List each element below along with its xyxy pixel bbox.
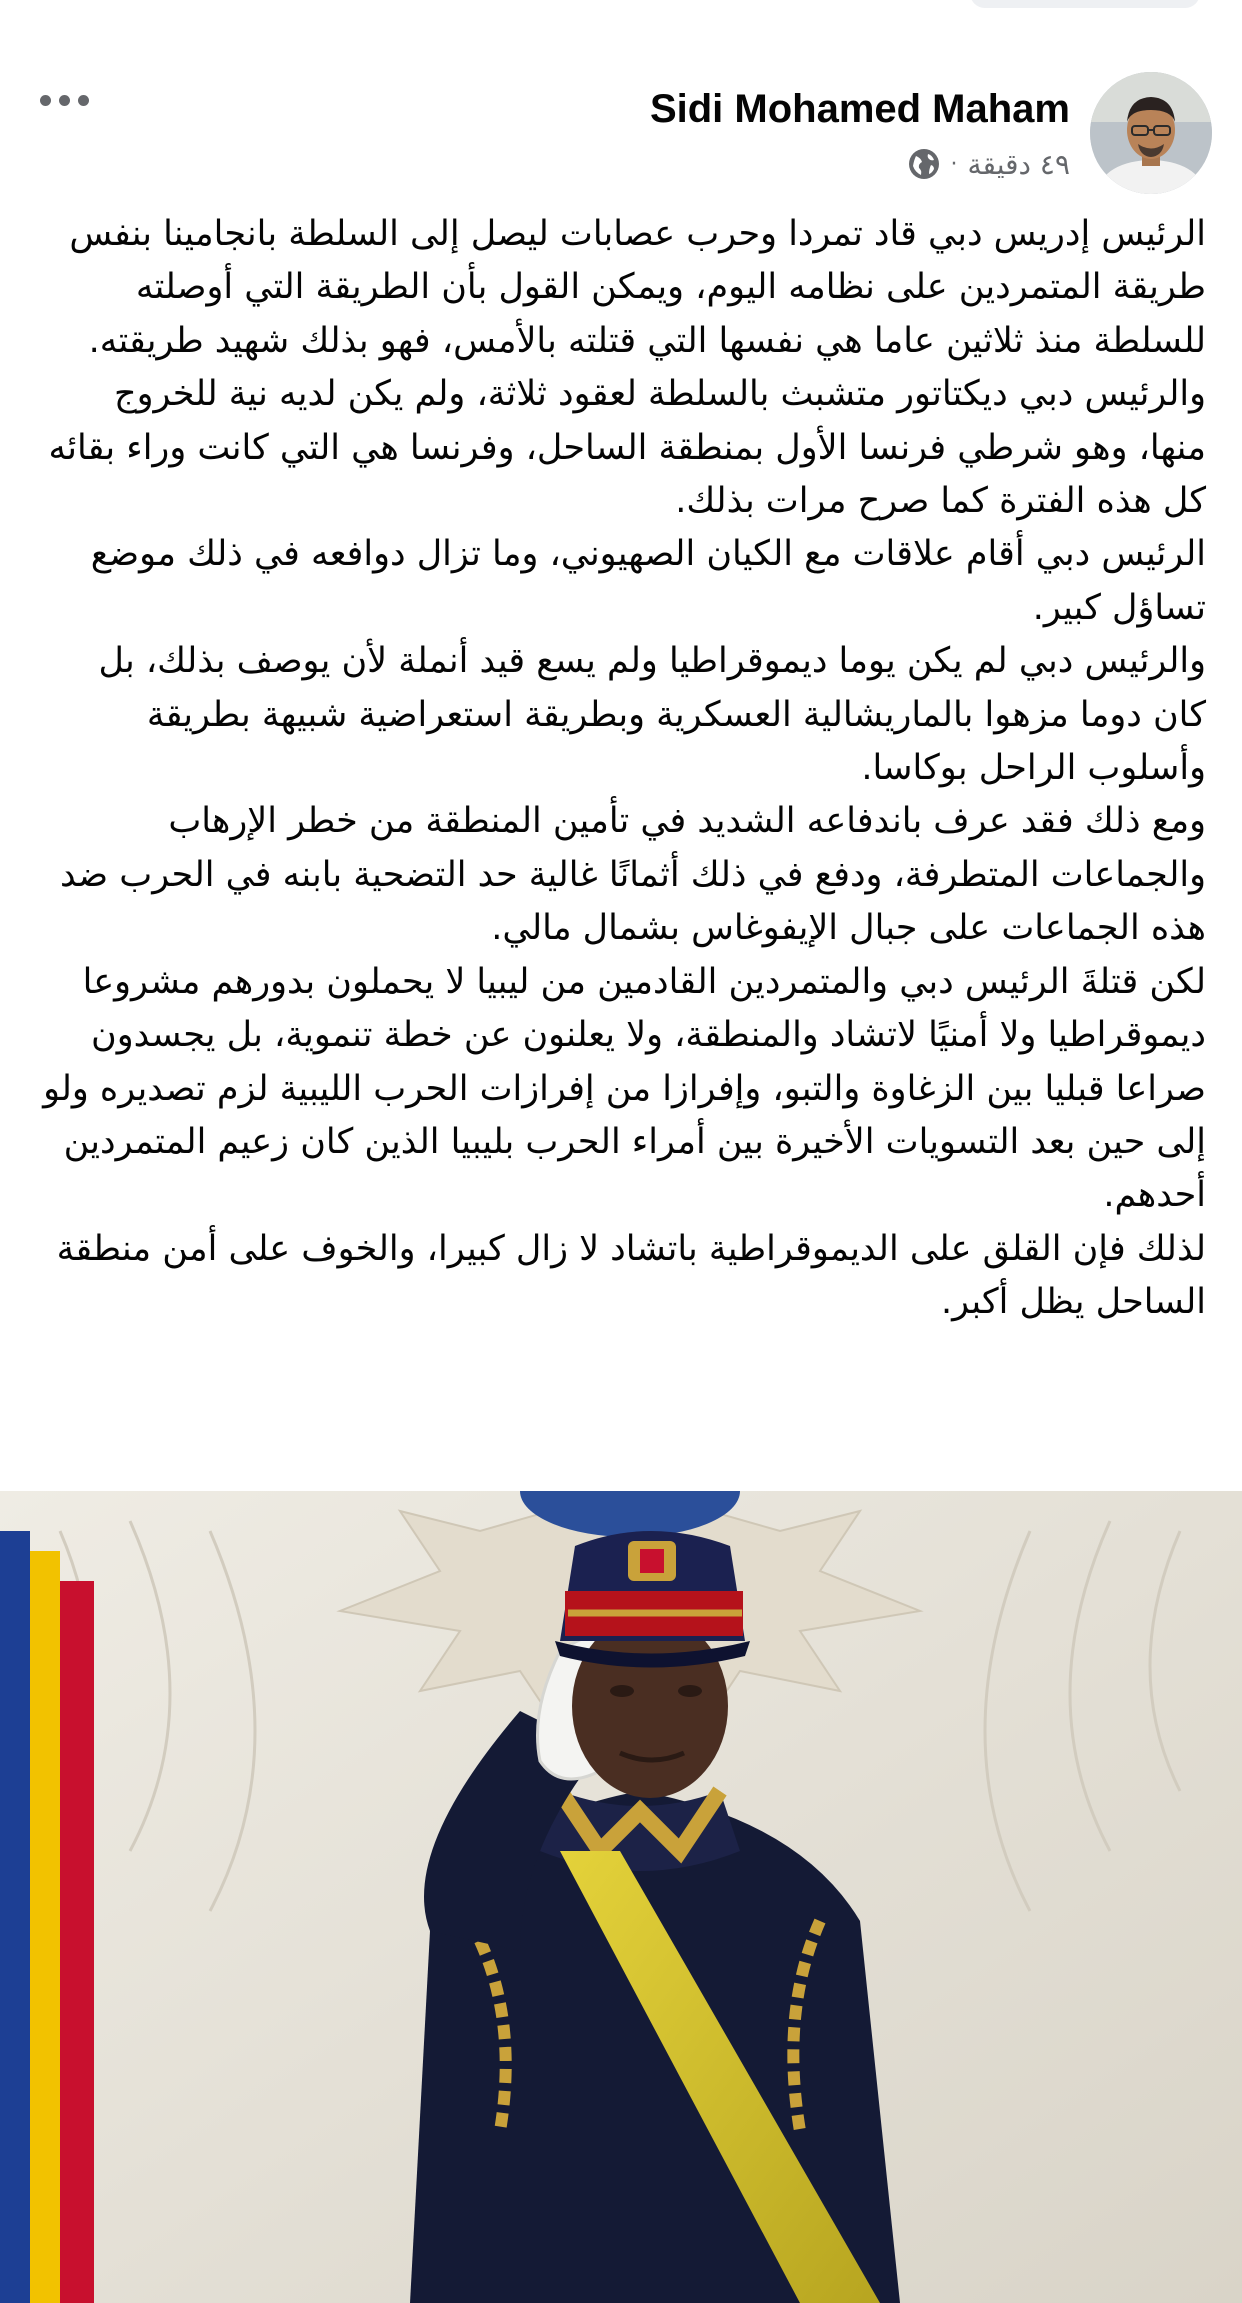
post-paragraph: لكن قتلةَ الرئيس دبي والمتمردين القادمين من ليبيا لا يحملون بدورهم مشروعا ديموقراطيا ولا أمنيًا لاتشاد والمنطقة، ولا يعلنون عن خطة تنموية، بل يجسدون صراعا قبليا بين الزغاوة والتبو، وإفرازا من إفرازات الحرب الليبية لزم تصديره ولو إلى حين بعد التسويات الأخيرة بين أمراء الحرب بليبيا الذين كان زعيم المتمردين أحدهم.	[43, 961, 1206, 1216]
author-avatar[interactable]	[1090, 72, 1212, 194]
meta-separator: ·	[950, 151, 958, 177]
top-pill	[970, 0, 1200, 8]
post-paragraph: الرئيس دبي أقام علاقات مع الكيان الصهيوني، وما تزال دوافعه في ذلك موضع تساؤل كبير.	[90, 534, 1206, 628]
post-paragraph: الرئيس إدريس دبي قاد تمردا وحرب عصابات ليصل إلى السلطة بانجامينا بنفس طريقة المتمردين على نظامه اليوم، ويمكن القول بأن الطريقة التي أوصلته للسلطة منذ ثلاثين عاما هي نفسها التي قتلته بالأمس، فهو بذلك شهيد طريقته.	[69, 214, 1206, 361]
more-dot	[40, 95, 51, 106]
more-dot	[78, 95, 89, 106]
post-text	[36, 208, 1206, 1330]
post-paragraph: والرئيس دبي لم يكن يوما ديموقراطيا ولم يسع قيد أنملة لأن يوصف بذلك، بل كان دوما مزهوا بالماريشالية العسكرية وبطريقة استعراضية شبيهة بطريقة وأسلوب الراحل بوكاسا.	[98, 641, 1206, 789]
more-horizontal-icon[interactable]	[40, 90, 92, 110]
post-time[interactable]: ٤٩ دقيقة	[967, 147, 1070, 181]
post-photo[interactable]	[0, 1491, 1242, 2303]
author-name[interactable]: Sidi Mohamed Maham	[649, 87, 1070, 131]
globe-icon[interactable]	[907, 147, 941, 181]
post-header	[0, 64, 1242, 194]
post-paragraph: لذلك فإن القلق على الديموقراطية باتشاد لا زال كبيرا، والخوف على أمن منطقة الساحل يظل أكبر.	[56, 1228, 1206, 1323]
post-paragraph: ومع ذلك فقد عرف باندفاعه الشديد في تأمين المنطقة من خطر الإرهاب والجماعات المتطرفة، ودفع في ذلك أثمانًا غالية حد التضحية بابنه في الحرب ضد هذه الجماعات على جبال الإيفوغاس بشمال مالي.	[60, 801, 1206, 949]
post-meta	[907, 144, 1070, 184]
post-paragraph: والرئيس دبي ديكتاتور متشبث بالسلطة لعقود ثلاثة، ولم يكن لديه نية للخروج منها، وهو شرطي فرنسا الأول بمنطقة الساحل، وفرنسا هي التي كانت وراء بقائه كل هذه الفترة كما صرح مرات بذلك.	[48, 374, 1206, 522]
more-dot	[59, 95, 70, 106]
